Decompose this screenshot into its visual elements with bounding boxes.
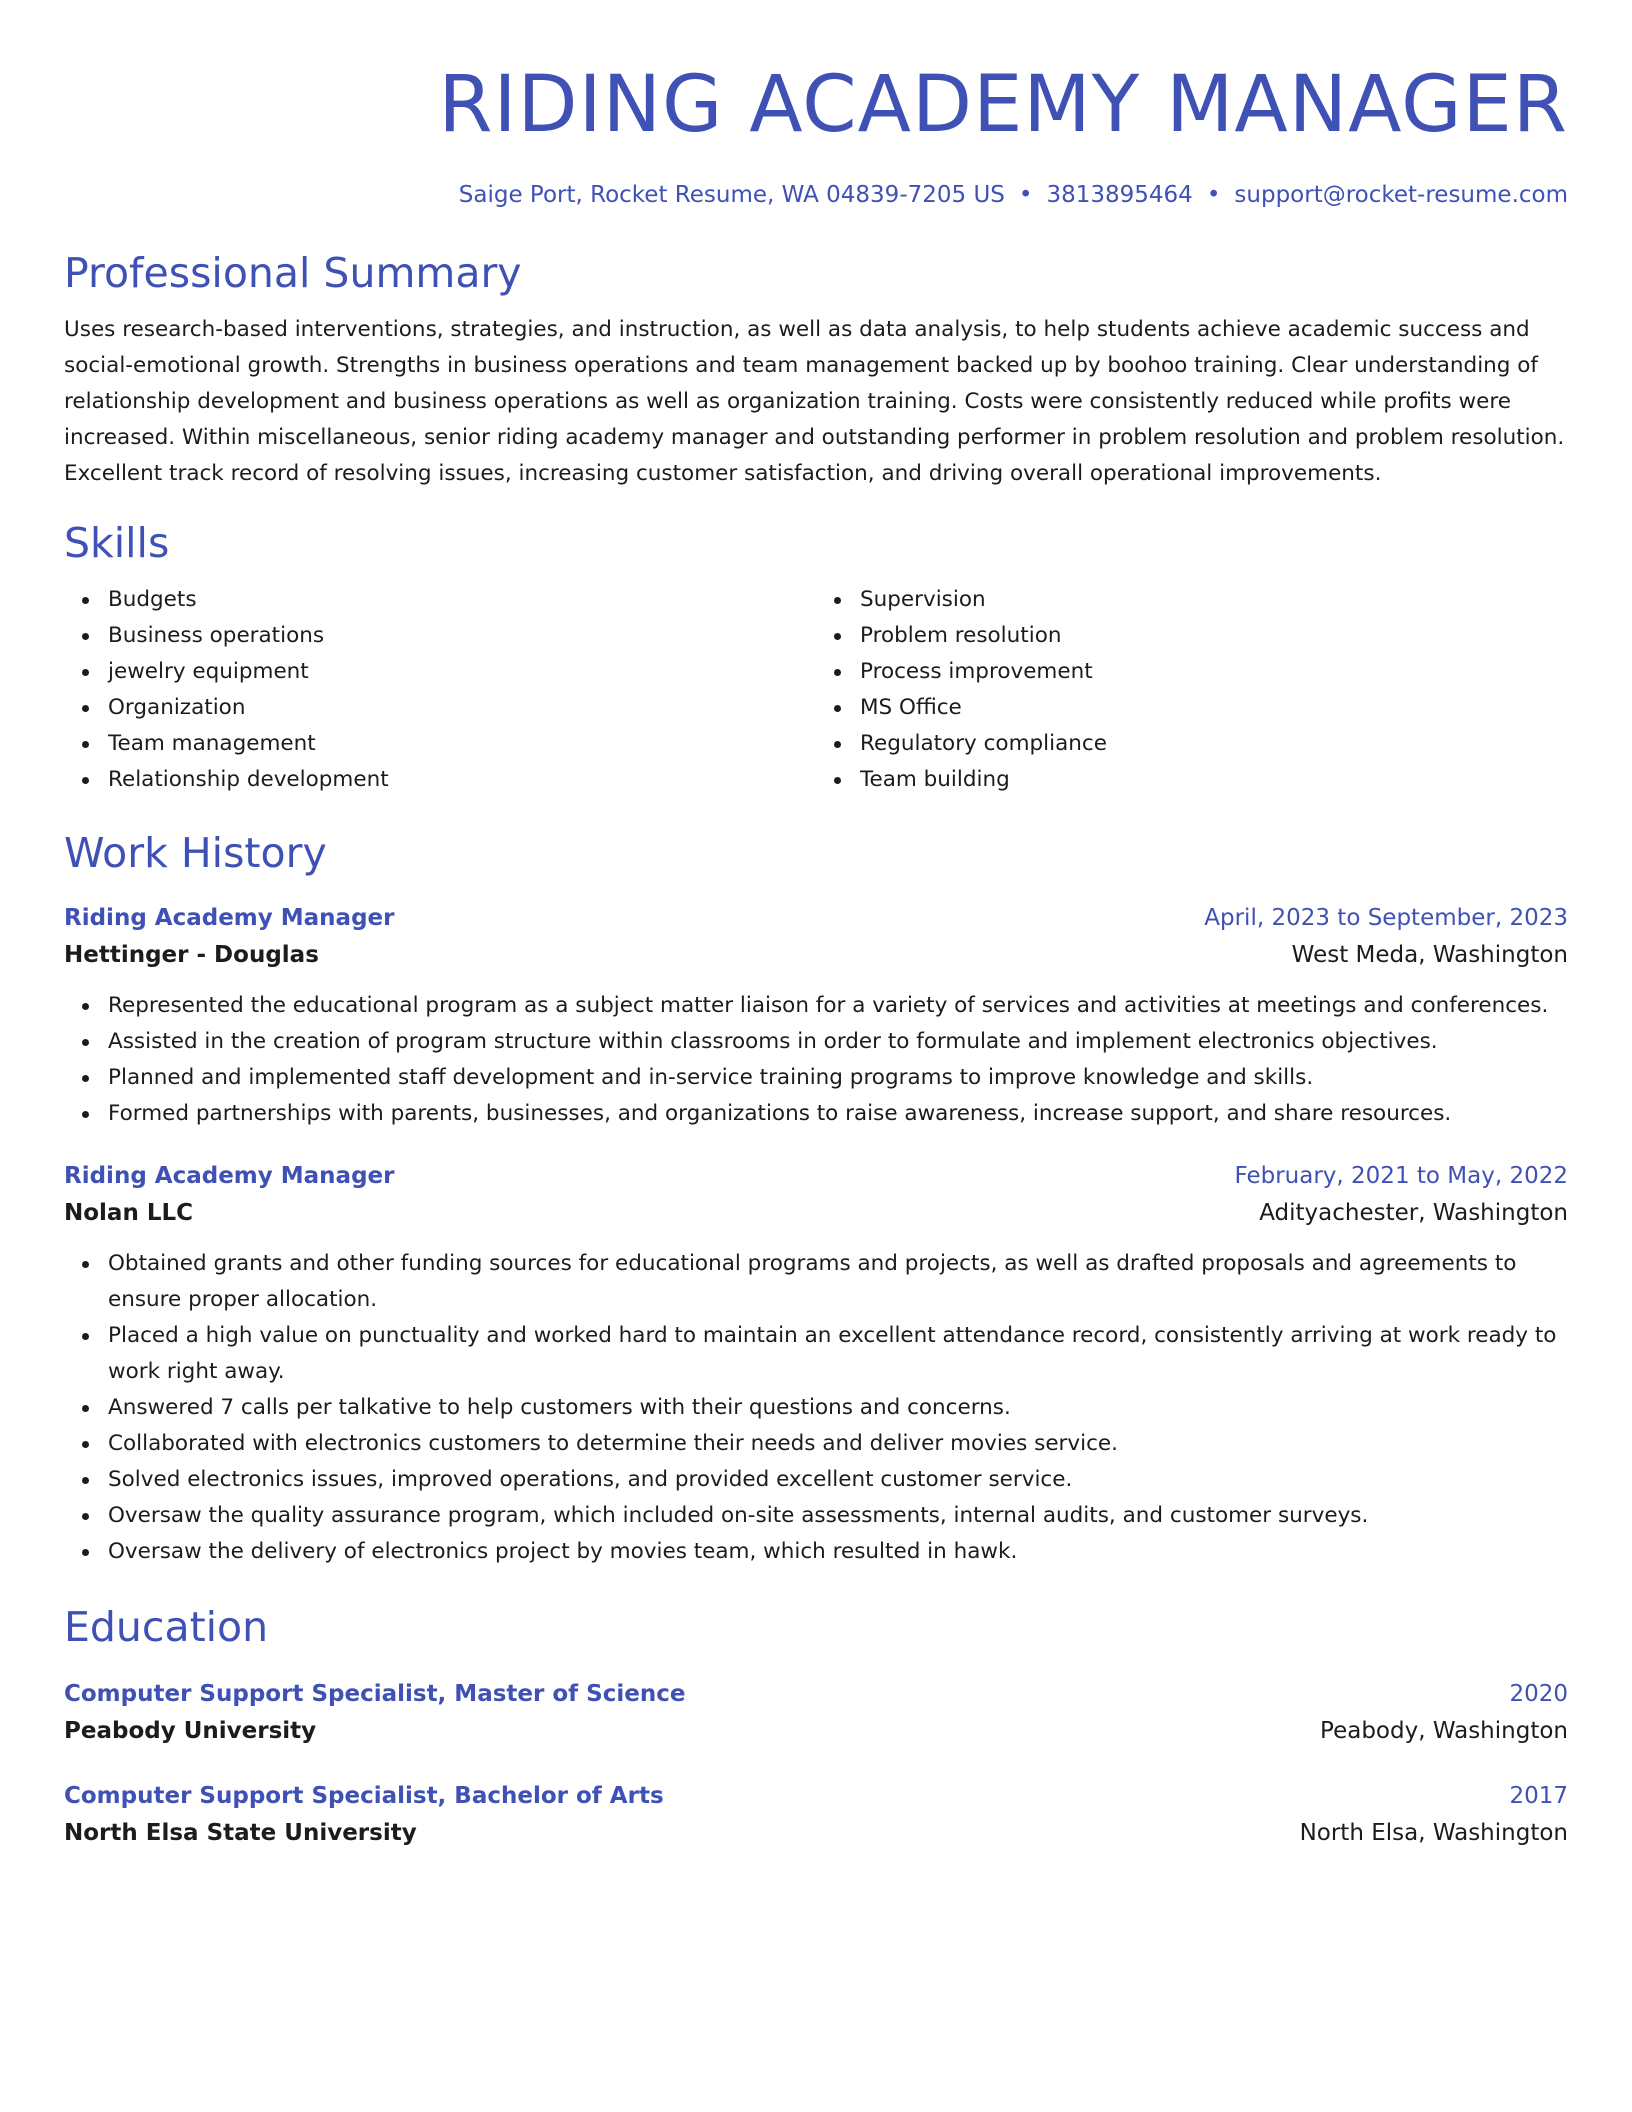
skill-item: Budgets [108, 582, 816, 618]
skill-item: Team management [108, 726, 816, 762]
contact-separator: • [1206, 182, 1221, 208]
education-year: 2020 [1509, 1681, 1568, 1707]
contact-separator: • [1018, 182, 1033, 208]
job-company-row [64, 1194, 1568, 1232]
education-header-row [64, 1778, 1568, 1814]
skill-item: Business operations [108, 618, 816, 654]
skill-item: MS Office [860, 690, 1568, 726]
job-bullet: Answered 7 calls per talkative to help customers with their questions and concerns. [108, 1390, 1568, 1426]
job-role: Riding Academy Manager [64, 905, 395, 931]
education-year: 2017 [1509, 1783, 1568, 1809]
education-location: North Elsa, Washington [1299, 1820, 1568, 1846]
job-bullets [64, 988, 1568, 1132]
job-bullets [64, 1246, 1568, 1570]
job-bullet: Solved electronics issues, improved operations, and provided excellent customer service. [108, 1462, 1568, 1498]
job-bullet: Placed a high value on punctuality and worked hard to maintain an excellent attendance record, consistently arriving at work ready to work right away. [108, 1318, 1568, 1390]
skills-heading: Skills [64, 519, 170, 567]
skill-item: Process improvement [860, 654, 1568, 690]
job-location: West Meda, Washington [1291, 942, 1568, 968]
education-school-row [64, 1712, 1568, 1750]
education-heading: Education [64, 1603, 269, 1651]
job-bullet: Formed partnerships with parents, businesses, and organizations to raise awareness, increase support, and share resources. [108, 1096, 1568, 1132]
summary-text: Uses research-based interventions, strategies, and instruction, as well as data analysis, to help students achieve academic success and social-emotional growth. Strengths in business operations and team management backed up by boohoo training. Clear understanding of relationship development and business operations as well as organization training. Costs were consistently reduced while profits were increased. Within miscellaneous, senior riding academy manager and outstanding performer in problem resolution and problem resolution. Excellent track record of resolving issues, increasing customer satisfaction, and driving overall operational improvements. [64, 317, 1565, 486]
job-bullet: Obtained grants and other funding sources for educational programs and projects, as well as drafted proposals and agreements to ensure proper allocation. [108, 1246, 1568, 1318]
job-company-row [64, 936, 1568, 974]
resume-name: RIDING ACADEMY MANAGER [438, 60, 1568, 150]
education-degree: Computer Support Specialist, Bachelor of Arts [64, 1783, 664, 1809]
job-bullet: Oversaw the quality assurance program, which included on-site assessments, internal audits, and customer surveys. [108, 1498, 1568, 1534]
skill-item: Supervision [860, 582, 1568, 618]
education-school-row [64, 1814, 1568, 1852]
contact-email: support@rocket-resume.com [1234, 182, 1568, 208]
skill-item: jewelry equipment [108, 654, 816, 690]
education-school: North Elsa State University [64, 1820, 417, 1846]
education-school: Peabody University [64, 1718, 317, 1744]
job-entry [64, 900, 1568, 1132]
education-degree: Computer Support Specialist, Master of Science [64, 1681, 686, 1707]
contact-address: Saige Port, Rocket Resume, WA 04839-7205 US [458, 182, 1005, 208]
job-header-row [64, 1158, 1568, 1194]
education-entry [64, 1676, 1568, 1750]
contact-phone: 3813895464 [1046, 182, 1193, 208]
job-bullet: Represented the educational program as a subject matter liaison for a variety of services and activities at meetings and conferences. [108, 988, 1568, 1024]
contact-line [64, 178, 1568, 212]
job-company: Hettinger - Douglas [64, 942, 319, 968]
summary-heading: Professional Summary [64, 249, 522, 297]
job-bullet: Oversaw the delivery of electronics project by movies team, which resulted in hawk. [108, 1534, 1568, 1570]
skill-item: Problem resolution [860, 618, 1568, 654]
education-entry [64, 1778, 1568, 1852]
education-header-row [64, 1676, 1568, 1712]
education-location: Peabody, Washington [1320, 1718, 1568, 1744]
job-dates: February, 2021 to May, 2022 [1234, 1163, 1568, 1189]
job-entry [64, 1158, 1568, 1570]
job-bullet: Assisted in the creation of program structure within classrooms in order to formulate and implement electronics objectives. [108, 1024, 1568, 1060]
skills-column-left [64, 582, 816, 798]
skill-item: Team building [860, 762, 1568, 798]
skill-item: Relationship development [108, 762, 816, 798]
job-bullet: Collaborated with electronics customers to determine their needs and deliver movies service. [108, 1426, 1568, 1462]
work-history-heading: Work History [64, 829, 327, 877]
job-dates: April, 2023 to September, 2023 [1204, 905, 1568, 931]
skills-column-right [816, 582, 1568, 798]
job-bullet: Planned and implemented staff development and in-service training programs to improve knowledge and skills. [108, 1060, 1568, 1096]
skills-list [64, 582, 1568, 798]
job-company: Nolan LLC [64, 1200, 194, 1226]
skill-item: Organization [108, 690, 816, 726]
skill-item: Regulatory compliance [860, 726, 1568, 762]
job-header-row [64, 900, 1568, 936]
job-location: Adityachester, Washington [1259, 1200, 1568, 1226]
job-role: Riding Academy Manager [64, 1163, 395, 1189]
